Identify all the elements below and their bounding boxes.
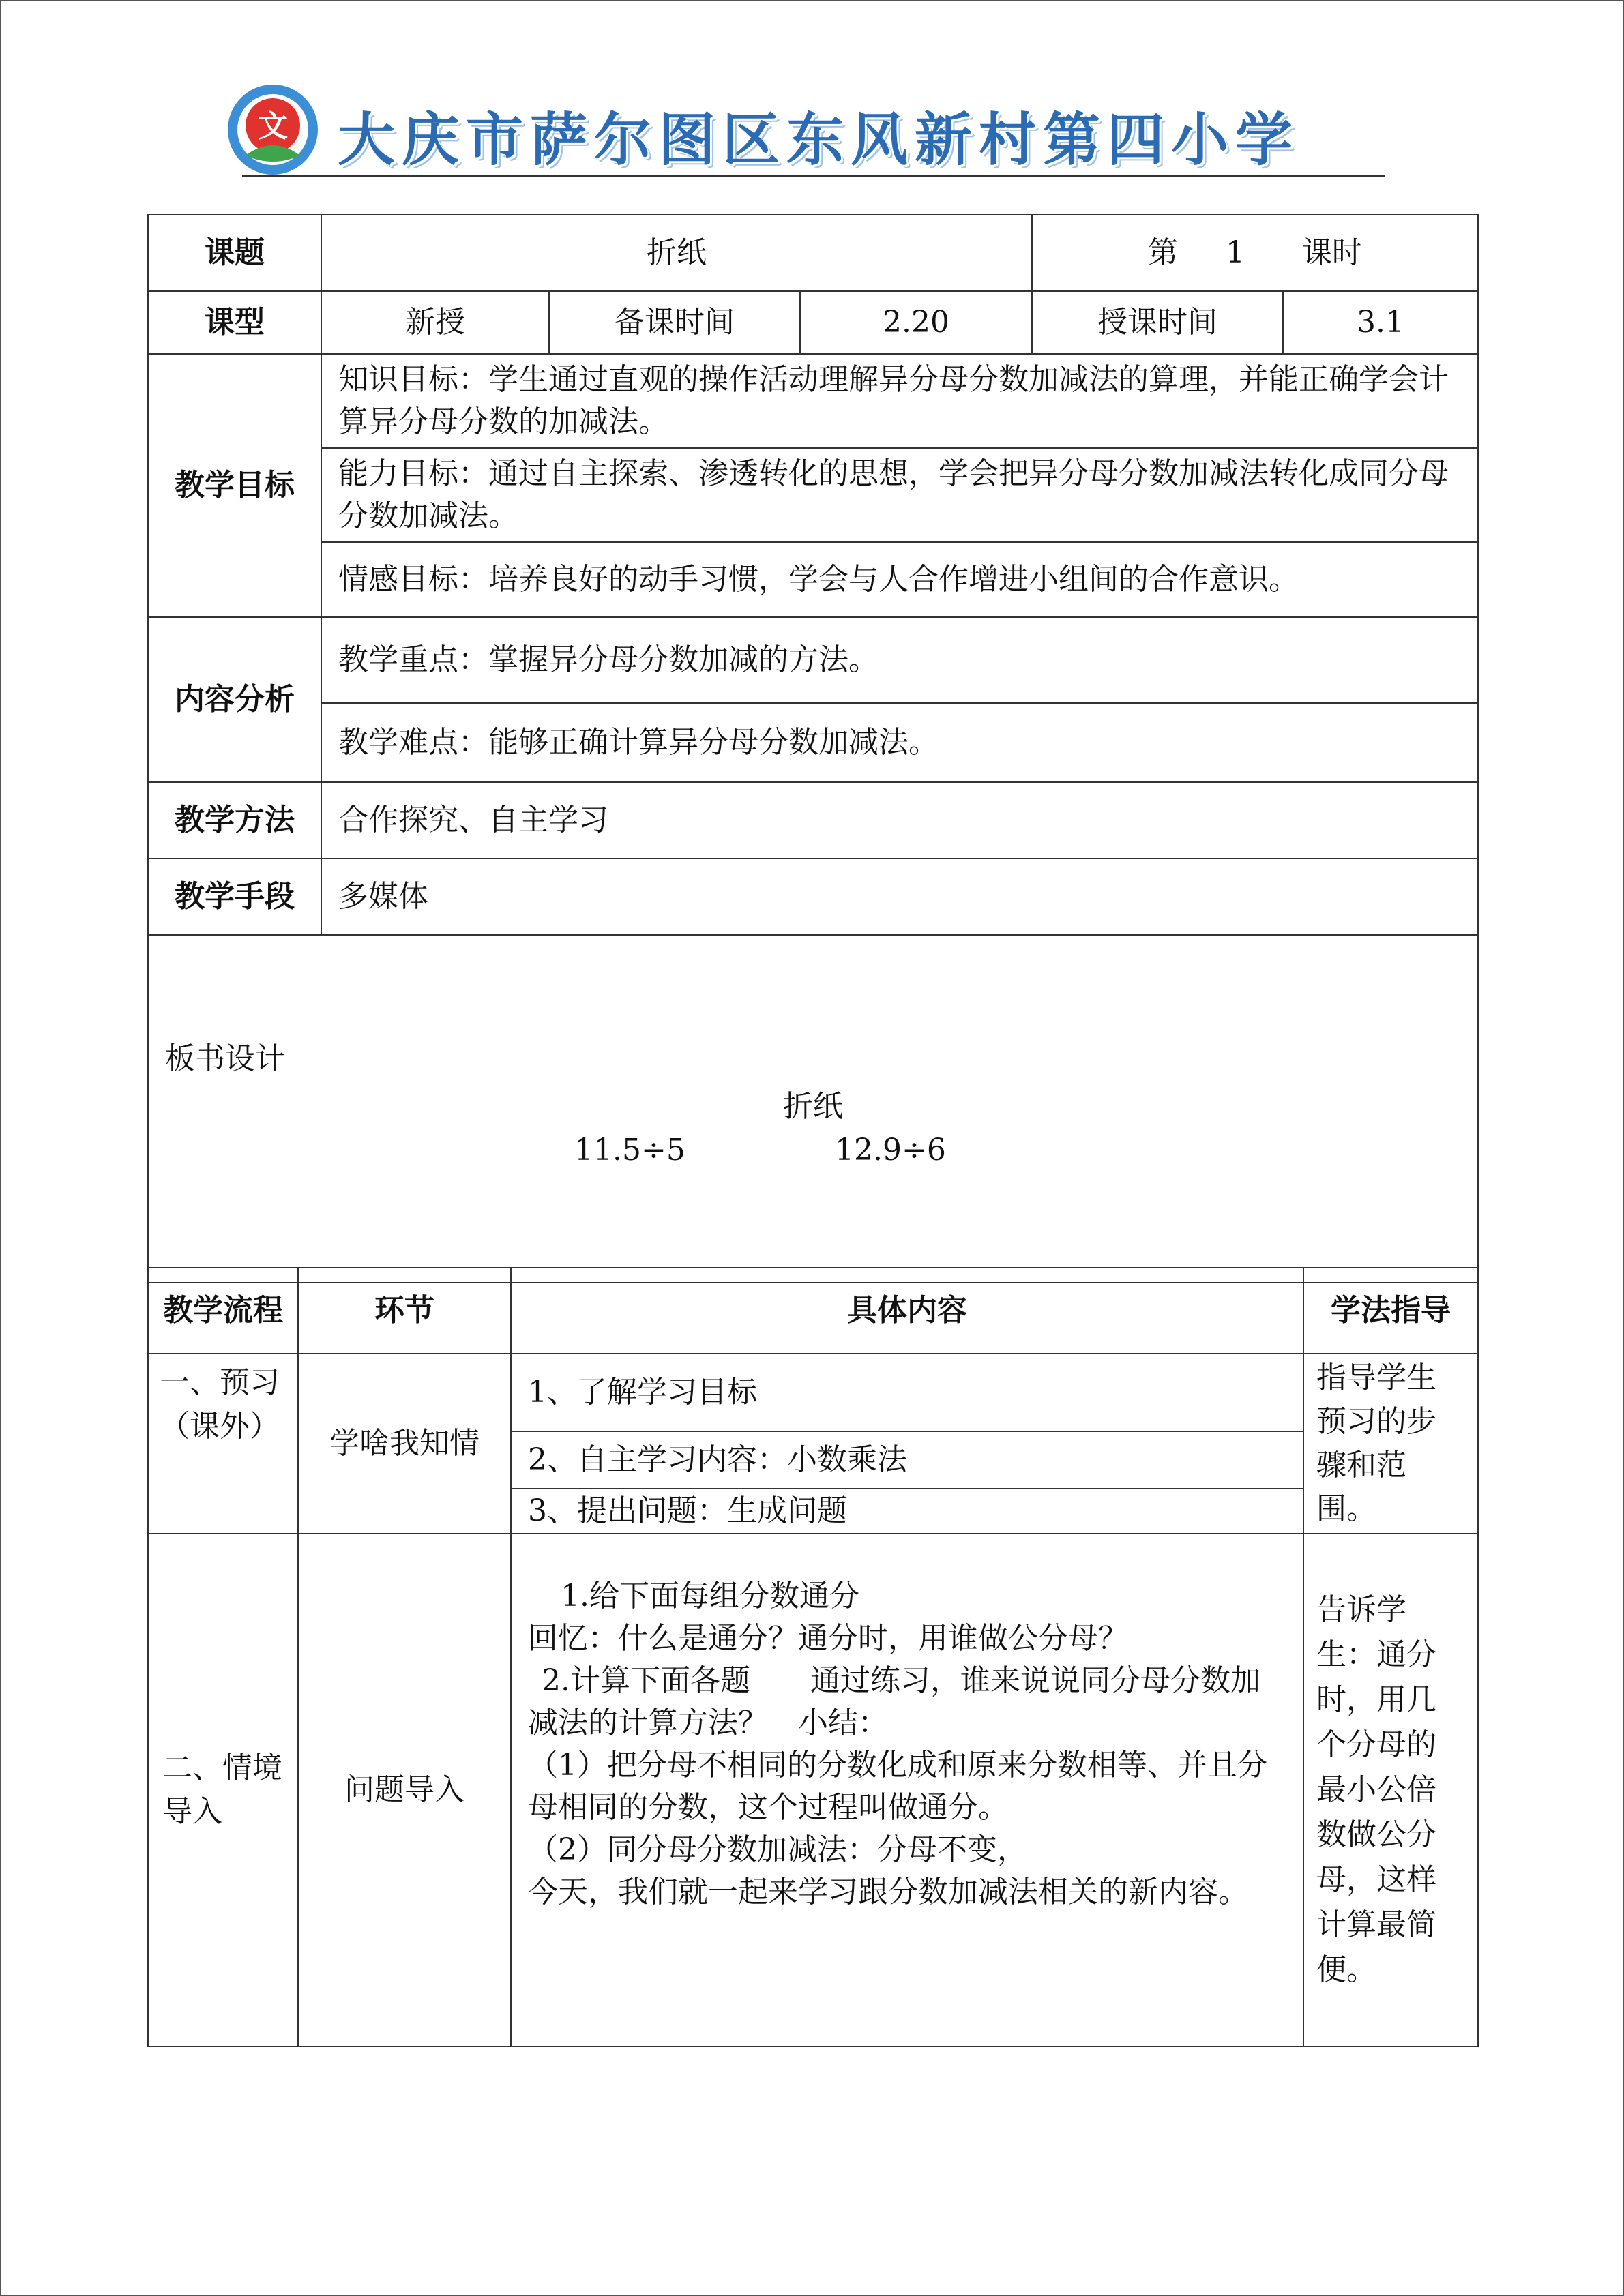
preview-row-1 bbox=[148, 1354, 1478, 1431]
type-value: 新授 bbox=[321, 291, 549, 354]
objective-ability: 能力目标：通过自主探索、渗透转化的思想，学会把异分母分数加减法转化成同分母分数加减法。 bbox=[321, 448, 1478, 542]
teach-time-label: 授课时间 bbox=[1032, 291, 1283, 354]
header-divider bbox=[242, 175, 1385, 177]
method-row bbox=[148, 782, 1478, 859]
objective-knowledge: 知识目标：学生通过直观的操作活动理解异分母分数加减法的算理，并能正确学会计算异分母分数的加减法。 bbox=[321, 354, 1478, 448]
difficulty: 教学难点：能够正确计算异分母分数加减法。 bbox=[321, 703, 1478, 782]
topic-row bbox=[148, 215, 1478, 291]
lesson-suffix: 课时 bbox=[1301, 235, 1362, 270]
logo-glyph: 文 bbox=[258, 109, 288, 144]
teach-time-value: 3.1 bbox=[1283, 291, 1478, 354]
intro-line-2: 回忆：什么是通分？通分时，用谁做公分母？ bbox=[528, 1621, 1128, 1656]
intro-line-1: 1.给下面每组分数通分 bbox=[561, 1579, 859, 1613]
board-row bbox=[148, 935, 1478, 1283]
teaching-process-table bbox=[147, 1267, 1479, 2047]
intro-stage: 问题导入 bbox=[298, 1534, 511, 2046]
intro-flow: 二、情境导入 bbox=[148, 1534, 298, 2046]
type-row bbox=[148, 291, 1478, 354]
lesson-plan-table bbox=[147, 214, 1479, 1283]
type-label: 课型 bbox=[148, 291, 321, 354]
prep-time-label: 备课时间 bbox=[549, 291, 800, 354]
objective-emotion: 情感目标：培养良好的动手习惯，学会与人合作增进小组间的合作意识。 bbox=[321, 542, 1478, 617]
key-point: 教学重点：掌握异分母分数加减的方法。 bbox=[321, 617, 1478, 703]
means-label: 教学手段 bbox=[148, 859, 321, 935]
means-value: 多媒体 bbox=[321, 859, 1478, 935]
board-design-cell bbox=[148, 935, 1478, 1283]
intro-guide: 告诉学生：通分时，用几个分母的最小公倍数做公分母，这样计算最简便。 bbox=[1303, 1534, 1478, 2046]
difficulty-row bbox=[148, 703, 1478, 782]
board-design-label: 板书设计 bbox=[165, 1041, 285, 1076]
preview-flow: 一、预习（课外） bbox=[148, 1354, 298, 1534]
topic-label: 课题 bbox=[148, 215, 321, 291]
intro-line-6: 今天，我们就一起来学习跟分数加减法相关的新内容。 bbox=[528, 1875, 1248, 1909]
flow-header: 教学流程 bbox=[148, 1268, 298, 1354]
lesson-number-cell bbox=[1032, 215, 1478, 291]
method-value: 合作探究、自主学习 bbox=[321, 782, 1478, 859]
school-logo-icon bbox=[225, 82, 321, 177]
content-analysis-label: 内容分析 bbox=[148, 617, 321, 782]
intro-row bbox=[148, 1534, 1478, 2046]
board-expression-1: 11.5÷5 bbox=[574, 1133, 685, 1167]
stage-header: 环节 bbox=[298, 1268, 511, 1354]
intro-line-5: （2）同分母分数加减法：分母不变， bbox=[528, 1832, 1027, 1867]
topic-value: 折纸 bbox=[321, 215, 1032, 291]
preview-item-2: 2、自主学习内容：小数乘法 bbox=[511, 1431, 1303, 1489]
intro-line-4: （1）把分母不相同的分数化成和原来分数相等、并且分母相同的分数，这个过程叫做通分。 bbox=[528, 1748, 1267, 1825]
method-label: 教学方法 bbox=[148, 782, 321, 859]
preview-stage: 学啥我知情 bbox=[298, 1354, 511, 1534]
means-row bbox=[148, 859, 1478, 935]
lesson-prefix: 第 bbox=[1148, 235, 1179, 270]
preview-item-1: 1、了解学习目标 bbox=[511, 1354, 1303, 1431]
school-header bbox=[225, 75, 1398, 177]
process-header-row bbox=[148, 1268, 1478, 1354]
intro-line-3: 2.计算下面各题 通过练习，谁来说说同分母分数加减法的计算方法？ 小结： bbox=[528, 1663, 1260, 1740]
board-expression-2: 12.9÷6 bbox=[835, 1133, 946, 1167]
objectives-label: 教学目标 bbox=[148, 354, 321, 617]
school-name: 大庆市萨尔图区东风新村第四小学 bbox=[338, 106, 1300, 173]
lesson-number: 1 bbox=[1226, 235, 1245, 270]
objective-emotion-row bbox=[148, 542, 1478, 617]
intro-content bbox=[511, 1534, 1303, 2046]
objective-knowledge-row bbox=[148, 354, 1478, 448]
preview-guide: 指导学生预习的步骤和范围。 bbox=[1303, 1354, 1478, 1534]
board-title: 折纸 bbox=[783, 1089, 843, 1124]
preview-item-3: 3、提出问题：生成问题 bbox=[511, 1489, 1303, 1534]
content-header: 具体内容 bbox=[511, 1268, 1303, 1354]
objective-ability-row bbox=[148, 448, 1478, 542]
guide-header: 学法指导 bbox=[1303, 1268, 1478, 1354]
key-point-row bbox=[148, 617, 1478, 703]
prep-time-value: 2.20 bbox=[800, 291, 1032, 354]
